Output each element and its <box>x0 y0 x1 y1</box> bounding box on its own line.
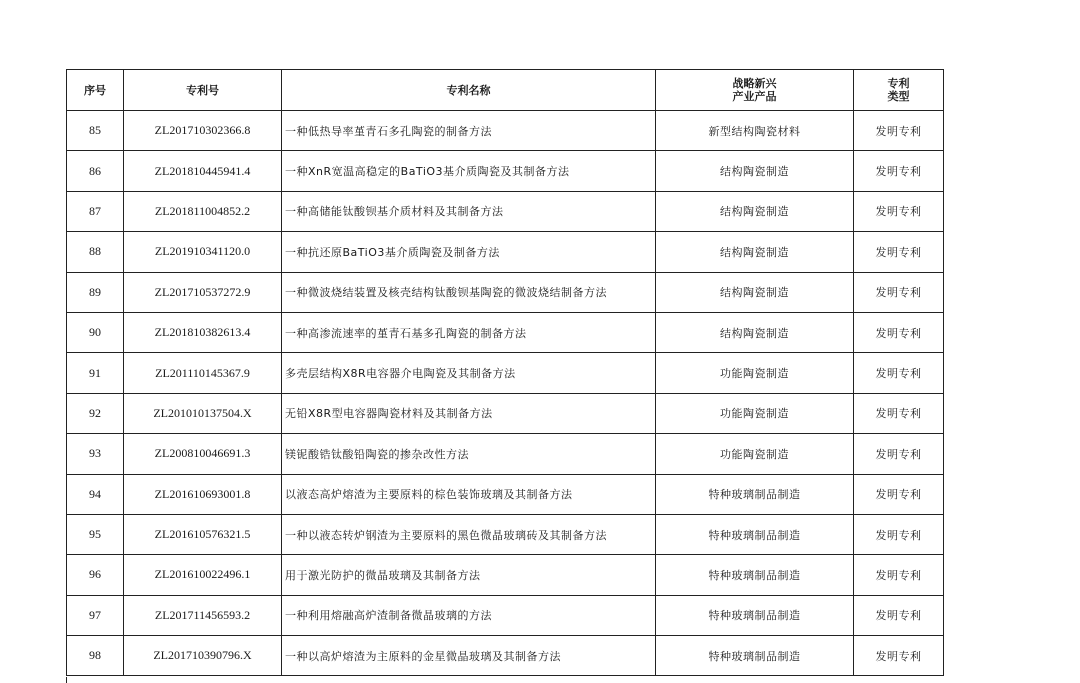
row-seq: 96 <box>67 555 124 595</box>
table-row <box>67 232 944 272</box>
header-category-line1: 战略新兴 <box>732 77 777 90</box>
row-category: 特种玻璃制品制造 <box>656 474 854 514</box>
row-patent-name: 镁铌酸锆钛酸铅陶瓷的掺杂改性方法 <box>282 434 656 474</box>
row-category: 功能陶瓷制造 <box>656 434 854 474</box>
row-patent-no: ZL201811004852.2 <box>124 191 282 231</box>
table-row <box>67 636 944 676</box>
row-type: 发明专利 <box>854 151 944 191</box>
header-category-line2: 产业产品 <box>732 90 777 103</box>
row-patent-name: 一种低热导率堇青石多孔陶瓷的制备方法 <box>282 111 656 151</box>
row-patent-name: 用于激光防护的微晶玻璃及其制备方法 <box>282 555 656 595</box>
row-patent-name: 无铅X8R型电容器陶瓷材料及其制备方法 <box>282 393 656 433</box>
header-seq: 序号 <box>67 70 124 111</box>
row-seq: 87 <box>67 191 124 231</box>
table-row <box>67 514 944 554</box>
row-patent-no: ZL201610576321.5 <box>124 514 282 554</box>
row-seq: 91 <box>67 353 124 393</box>
row-type: 发明专利 <box>854 555 944 595</box>
header-patent-no: 专利号 <box>124 70 282 111</box>
row-seq: 97 <box>67 595 124 635</box>
row-patent-name: 一种以液态转炉钢渣为主要原料的黑色微晶玻璃砖及其制备方法 <box>282 514 656 554</box>
row-seq: 86 <box>67 151 124 191</box>
row-type: 发明专利 <box>854 514 944 554</box>
row-patent-name: 一种高储能钛酸钡基介质材料及其制备方法 <box>282 191 656 231</box>
row-type: 发明专利 <box>854 312 944 352</box>
row-patent-name: 一种以高炉熔渣为主原料的金星微晶玻璃及其制备方法 <box>282 636 656 676</box>
row-patent-no: ZL201711456593.2 <box>124 595 282 635</box>
row-category: 结构陶瓷制造 <box>656 191 854 231</box>
row-type: 发明专利 <box>854 393 944 433</box>
table-row <box>67 434 944 474</box>
table-row <box>67 353 944 393</box>
row-patent-name: 一种高渗流速率的堇青石基多孔陶瓷的制备方法 <box>282 312 656 352</box>
row-type: 发明专利 <box>854 272 944 312</box>
table-row <box>67 595 944 635</box>
row-type: 发明专利 <box>854 636 944 676</box>
row-category: 结构陶瓷制造 <box>656 272 854 312</box>
row-category: 特种玻璃制品制造 <box>656 595 854 635</box>
table-row <box>67 191 944 231</box>
row-seq: 88 <box>67 232 124 272</box>
row-seq: 92 <box>67 393 124 433</box>
row-patent-no: ZL201710390796.X <box>124 636 282 676</box>
row-category: 结构陶瓷制造 <box>656 151 854 191</box>
row-patent-no: ZL201710302366.8 <box>124 111 282 151</box>
row-patent-name: 以液态高炉熔渣为主要原料的棕色装饰玻璃及其制备方法 <box>282 474 656 514</box>
row-category: 结构陶瓷制造 <box>656 232 854 272</box>
row-patent-no: ZL201710537272.9 <box>124 272 282 312</box>
row-seq: 89 <box>67 272 124 312</box>
row-seq: 94 <box>67 474 124 514</box>
table-row <box>67 151 944 191</box>
row-patent-name: 一种利用熔融高炉渣制备微晶玻璃的方法 <box>282 595 656 635</box>
header-patent-name: 专利名称 <box>282 70 656 111</box>
table-continuation-edge <box>66 677 944 683</box>
header-type-line2: 类型 <box>887 90 910 103</box>
row-category: 结构陶瓷制造 <box>656 312 854 352</box>
row-patent-no: ZL200810046691.3 <box>124 434 282 474</box>
row-seq: 98 <box>67 636 124 676</box>
row-seq: 85 <box>67 111 124 151</box>
row-category: 功能陶瓷制造 <box>656 353 854 393</box>
header-type-line1: 专利 <box>887 77 910 90</box>
table-row <box>67 555 944 595</box>
header-row <box>67 70 944 111</box>
table-row <box>67 393 944 433</box>
row-type: 发明专利 <box>854 474 944 514</box>
row-patent-name: 一种抗还原BaTiO3基介质陶瓷及制备方法 <box>282 232 656 272</box>
table-row <box>67 272 944 312</box>
header-category <box>656 70 854 111</box>
row-patent-no: ZL201010137504.X <box>124 393 282 433</box>
header-type <box>854 70 944 111</box>
row-type: 发明专利 <box>854 434 944 474</box>
row-patent-name: 多壳层结构X8R电容器介电陶瓷及其制备方法 <box>282 353 656 393</box>
table-row <box>67 312 944 352</box>
row-type: 发明专利 <box>854 353 944 393</box>
row-type: 发明专利 <box>854 595 944 635</box>
row-patent-no: ZL201810445941.4 <box>124 151 282 191</box>
row-type: 发明专利 <box>854 232 944 272</box>
row-patent-name: 一种微波烧结装置及核壳结构钛酸钡基陶瓷的微波烧结制备方法 <box>282 272 656 312</box>
row-category: 功能陶瓷制造 <box>656 393 854 433</box>
row-category: 特种玻璃制品制造 <box>656 636 854 676</box>
patent-table <box>66 69 944 676</box>
row-type: 发明专利 <box>854 111 944 151</box>
row-seq: 93 <box>67 434 124 474</box>
row-patent-no: ZL201610693001.8 <box>124 474 282 514</box>
row-patent-no: ZL201910341120.0 <box>124 232 282 272</box>
row-patent-name: 一种XnR宽温高稳定的BaTiO3基介质陶瓷及其制备方法 <box>282 151 656 191</box>
table-row <box>67 474 944 514</box>
row-patent-no: ZL201110145367.9 <box>124 353 282 393</box>
row-type: 发明专利 <box>854 191 944 231</box>
row-category: 特种玻璃制品制造 <box>656 514 854 554</box>
table-row <box>67 111 944 151</box>
row-seq: 95 <box>67 514 124 554</box>
row-seq: 90 <box>67 312 124 352</box>
row-category: 特种玻璃制品制造 <box>656 555 854 595</box>
row-category: 新型结构陶瓷材料 <box>656 111 854 151</box>
row-patent-no: ZL201810382613.4 <box>124 312 282 352</box>
row-patent-no: ZL201610022496.1 <box>124 555 282 595</box>
